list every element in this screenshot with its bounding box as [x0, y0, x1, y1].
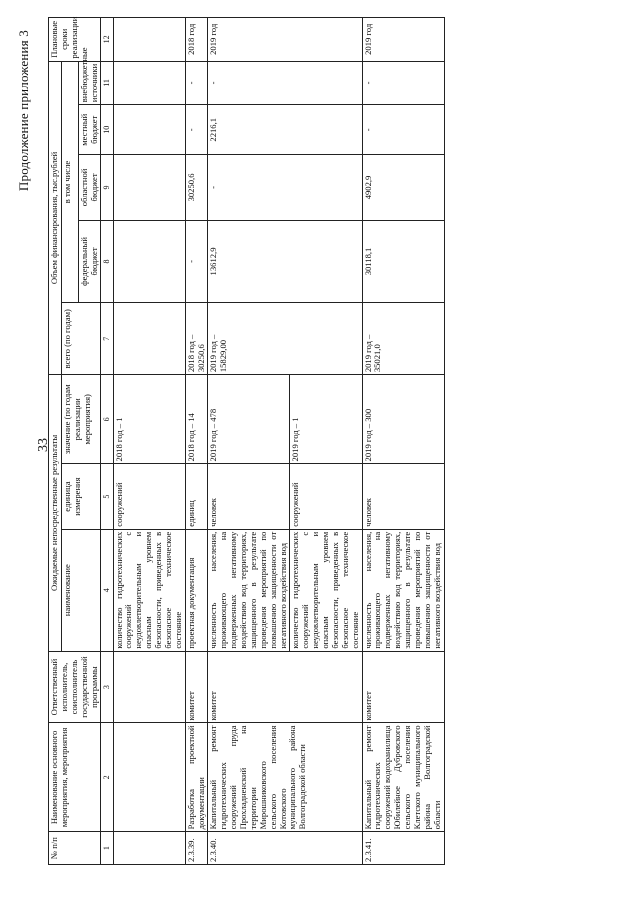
row-extra: -	[362, 61, 444, 105]
column-index: 1	[101, 832, 113, 865]
header-result-name: наименование	[61, 529, 101, 651]
row-result: численность населения, проживающего на подверженных негативному воздействию вод территориях, защищенного в результате проведения мероприятий по повышению защищенности от негативного воздействия вод	[208, 529, 290, 651]
header-federal: федеральный бюджет	[78, 220, 101, 303]
appendix-label: Продолжение приложения 3	[16, 30, 31, 192]
column-index: 5	[101, 464, 113, 529]
column-index: 8	[101, 220, 113, 303]
header-total: всего (по годам)	[61, 303, 101, 375]
row-federal	[113, 220, 185, 303]
row-federal: -	[185, 220, 208, 303]
row-num	[113, 832, 185, 865]
column-index: 4	[101, 529, 113, 651]
row-value: 2019 год – 300	[362, 375, 444, 464]
row-deadline: 2019 год	[208, 18, 362, 62]
row-executor: комитет	[185, 651, 208, 723]
row-name: Разработка проектной документации	[185, 723, 208, 832]
row-extra: -	[208, 61, 362, 105]
table-row	[185, 18, 208, 865]
header-funding: Объем финансирования, тыс.рублей	[49, 61, 62, 375]
row-local	[113, 105, 185, 155]
row-total: 2019 год – 35021,0	[362, 303, 444, 375]
column-index: 6	[101, 375, 113, 464]
row-extra	[113, 61, 185, 105]
header-row-1	[49, 18, 62, 865]
row-value: 2019 год – 1	[290, 375, 362, 464]
row-total: 2019 год – 15829,00	[208, 303, 362, 375]
header-local: местный бюджет	[78, 105, 101, 155]
header-unit: единица измерения	[61, 464, 101, 529]
page-number: 33	[36, 438, 51, 452]
row-deadline	[113, 18, 185, 62]
row-unit: единиц	[185, 464, 208, 529]
header-executor: Ответственный исполнитель, соисполнитель государственной программы	[49, 651, 101, 723]
header-expected-results: Ожидаемые непосредственные результаты	[49, 375, 62, 651]
row-regional: 4902,9	[362, 155, 444, 220]
row-unit: человек	[208, 464, 290, 529]
row-regional: -	[208, 155, 362, 220]
row-result: количество гидротехнических сооружений с неудовлетворительным и опасным уровнем безопасности, приведенных в безопасное техническое состояние	[290, 529, 362, 651]
row-name: Капитальный ремонт гидротехнических сооружений пруда Прохладненский на территории Мирошниковского сельского поселения Котовского муниципального района Волгоградской области	[208, 723, 362, 832]
row-num: 2.3.39.	[185, 832, 208, 865]
row-total	[113, 303, 185, 375]
row-total: 2018 год – 30250,6	[185, 303, 208, 375]
table-row	[208, 18, 290, 865]
table-row	[362, 18, 444, 865]
row-unit: сооружений	[113, 464, 185, 529]
row-federal: 13612,9	[208, 220, 362, 303]
row-regional: 30250,6	[185, 155, 208, 220]
row-regional	[113, 155, 185, 220]
column-index: 12	[101, 18, 113, 62]
column-index: 7	[101, 303, 113, 375]
row-deadline: 2019 год	[362, 18, 444, 62]
row-name: Капитальный ремонт гидротехнических сооружений водохранилища Юбилейное Дубровского сельского поселения Клетского муниципального района Волгоградской области	[362, 723, 444, 832]
row-result: количество гидротехнических сооружений с неудовлетворительным и опасным уровнем безопасности, приведенных в безопасное техническое состояние	[113, 529, 185, 651]
row-unit: человек	[362, 464, 444, 529]
row-result: численность населения, проживающего на подверженных негативному воздействию вод территориях, защищенного в результате проведения мероприятий по повышению защищенности от негативного воздействия вод	[362, 529, 444, 651]
column-index: 10	[101, 105, 113, 155]
header-extra: внебюджетные источники	[78, 61, 101, 105]
row-executor: комитет	[208, 651, 362, 723]
header-deadline: Плановые сроки реализации	[49, 18, 101, 62]
column-index: 9	[101, 155, 113, 220]
column-index: 11	[101, 61, 113, 105]
row-extra: -	[185, 61, 208, 105]
row-name	[113, 723, 185, 832]
row-value: 2018 год – 1	[113, 375, 185, 464]
row-executor	[113, 651, 185, 723]
header-incl: в том числе	[61, 61, 78, 303]
header-regional: областной бюджет	[78, 155, 101, 220]
row-local: -	[362, 105, 444, 155]
column-index: 3	[101, 651, 113, 723]
row-local: 2216,1	[208, 105, 362, 155]
program-table	[48, 17, 445, 865]
column-index-row	[101, 18, 113, 865]
row-num: 2.3.40.	[208, 832, 362, 865]
row-result: проектная документация	[185, 529, 208, 651]
header-num: № п/п	[49, 832, 101, 865]
row-num: 2.3.41.	[362, 832, 444, 865]
header-value: значение (по годам реализации мероприятия)	[61, 375, 101, 464]
row-federal: 30118,1	[362, 220, 444, 303]
row-local: -	[185, 105, 208, 155]
row-unit: сооружений	[290, 464, 362, 529]
row-value: 2019 год – 478	[208, 375, 290, 464]
table-row	[113, 18, 185, 865]
column-index: 2	[101, 723, 113, 832]
row-executor: комитет	[362, 651, 444, 723]
header-name: Наименование основного мероприятия, мероприятия	[49, 723, 101, 832]
row-value: 2018 год – 14	[185, 375, 208, 464]
row-deadline: 2018 год	[185, 18, 208, 62]
